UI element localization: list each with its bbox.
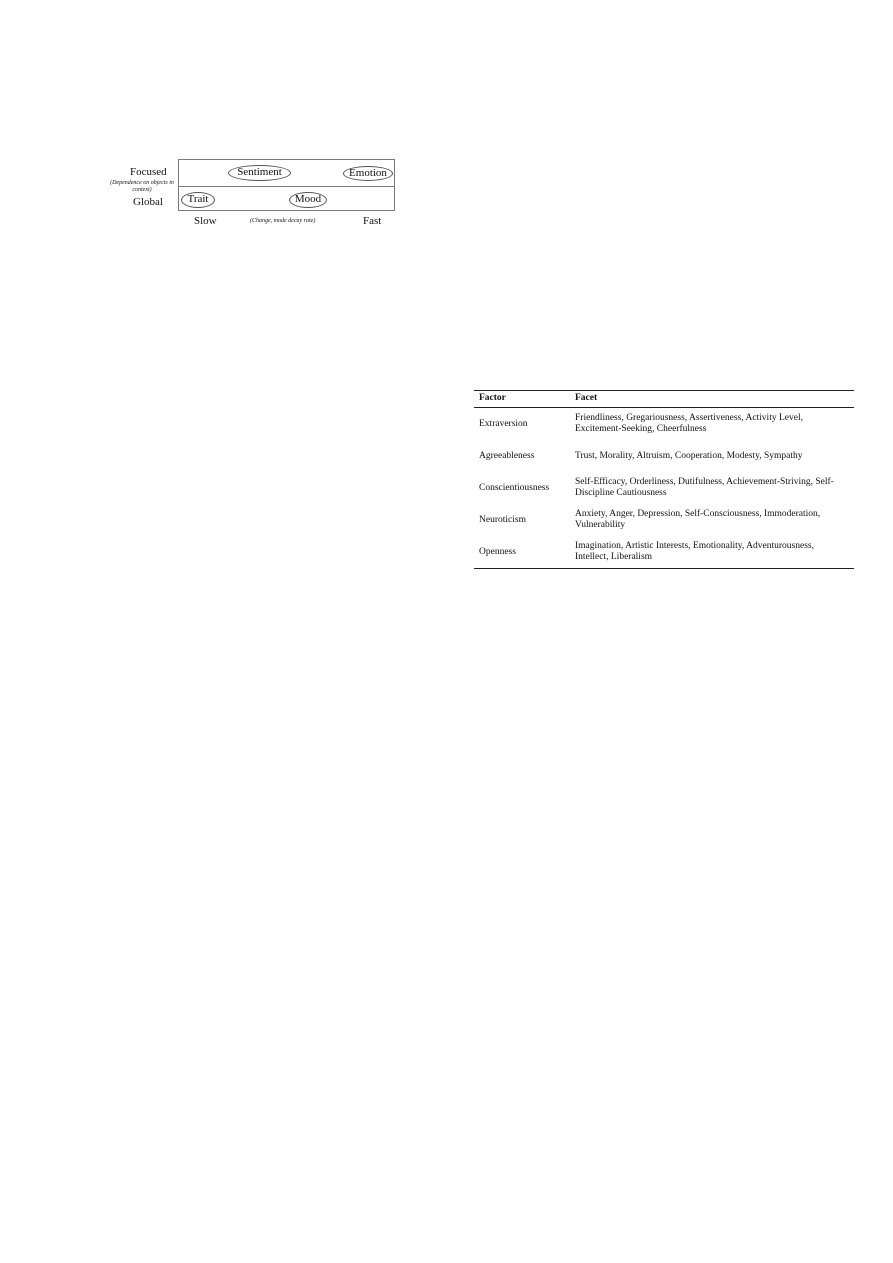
x-axis-note: (Change, mode decay rate) <box>250 218 316 224</box>
facet-cell: Friendliness, Gregariousness, Assertiveness, Activity Level, Excitement-Seeking, Cheerfulness <box>575 413 803 434</box>
table-row <box>474 472 854 504</box>
table-row <box>474 504 854 536</box>
emotion-oval: Emotion <box>343 166 393 181</box>
factor-cell: Neuroticism <box>479 514 526 525</box>
affect-diagram <box>100 150 400 235</box>
diagram-frame <box>178 159 395 211</box>
sentiment-oval: Sentiment <box>228 165 291 181</box>
factor-column-header: Factor <box>474 391 570 408</box>
table-row <box>474 408 854 441</box>
x-axis-left-label: Slow <box>194 215 217 227</box>
facet-cell: Imagination, Artistic Interests, Emotionality, Adventurousness, Intellect, Liberalism <box>570 536 854 569</box>
facet-cell: Self-Efficacy, Orderliness, Dutifulness, Achievement-Striving, Self-Discipline Cautiousness <box>575 477 834 498</box>
facet-cell: Anxiety, Anger, Depression, Self-Consciousness, Immoderation, Vulnerability <box>575 509 821 530</box>
x-axis-right-label: Fast <box>363 215 382 227</box>
table-row <box>474 536 854 569</box>
trait-oval: Trait <box>181 192 215 208</box>
y-axis-note: (Dependence on objects in context) <box>110 180 174 193</box>
table-header-row <box>474 391 854 408</box>
big-five-facets-table <box>474 390 854 569</box>
factor-cell: Agreeableness <box>479 450 535 461</box>
factor-cell: Openness <box>474 536 570 569</box>
diagram-divider <box>179 186 394 187</box>
factor-cell: Conscientiousness <box>479 482 550 493</box>
factor-cell: Extraversion <box>479 418 528 429</box>
y-axis-top-label: Focused <box>130 166 167 178</box>
table-row <box>474 440 854 472</box>
facet-cell: Trust, Morality, Altruism, Cooperation, Modesty, Sympathy <box>575 450 803 461</box>
y-axis-bottom-label: Global <box>133 196 163 208</box>
mood-oval: Mood <box>289 192 327 208</box>
facet-column-header: Facet <box>570 391 854 408</box>
